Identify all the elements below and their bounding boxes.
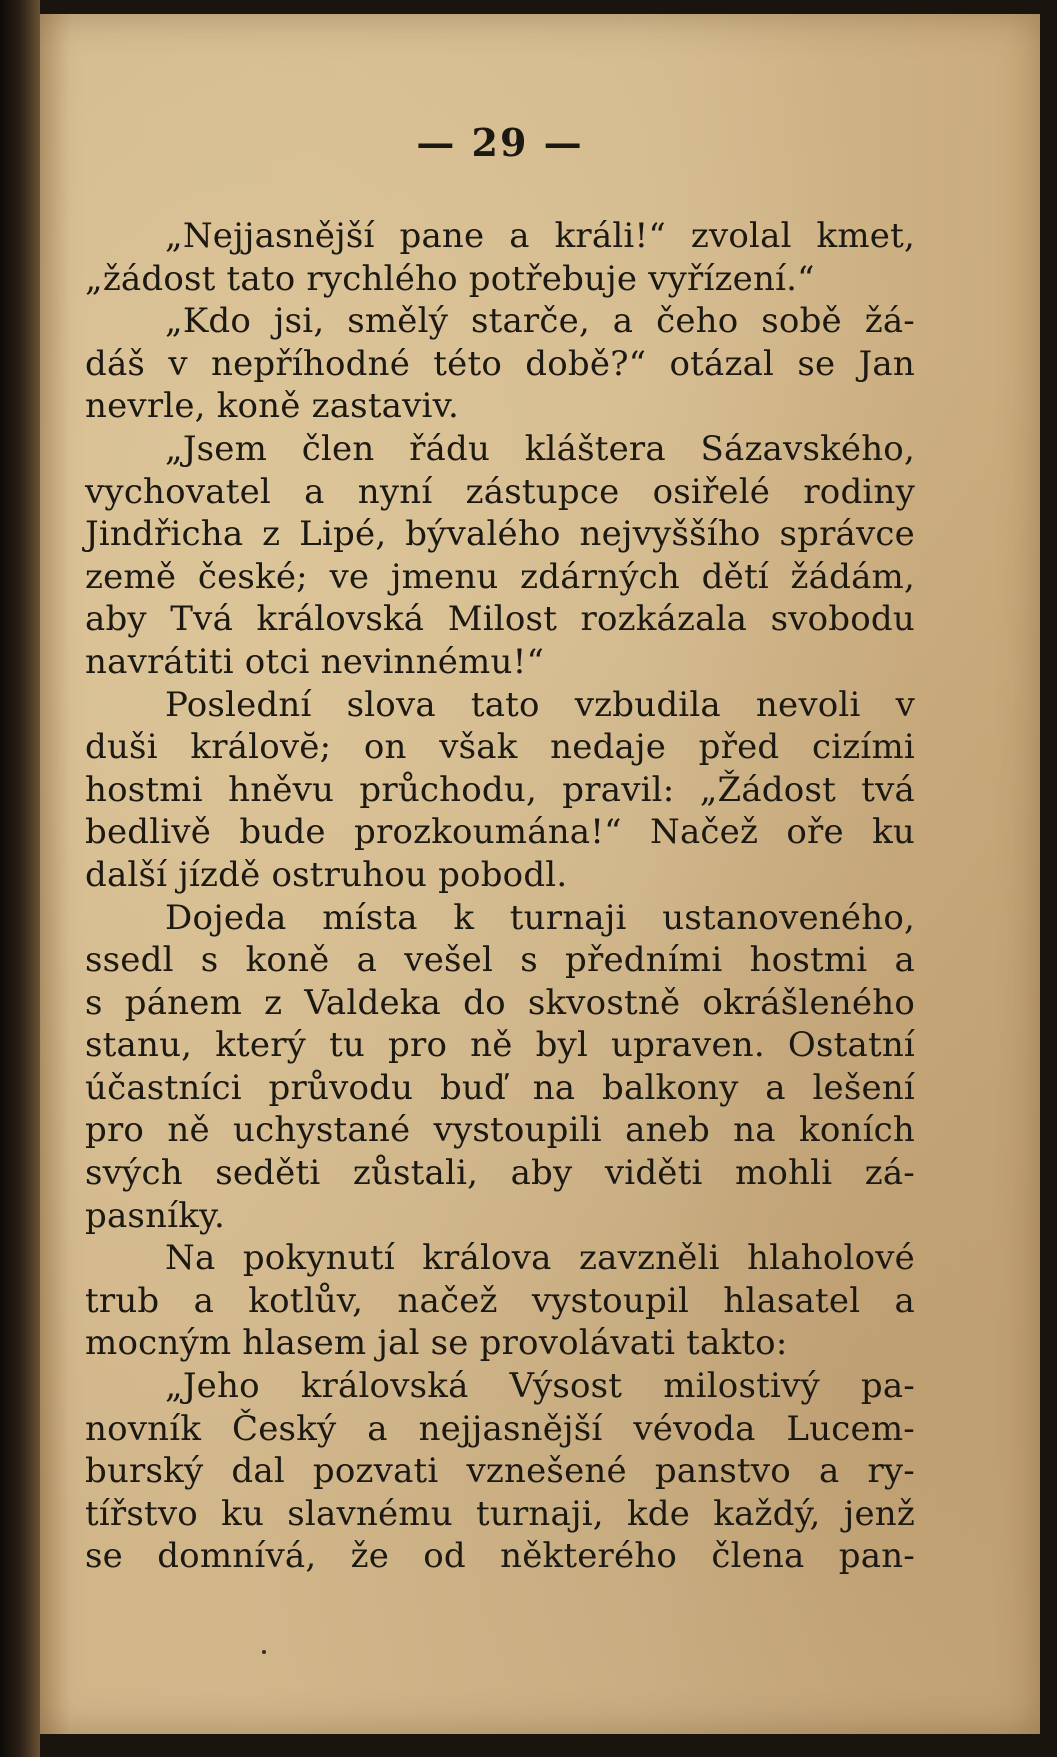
text-line: bedlivě bude prozkoumána!“ Načež oře ku	[85, 812, 915, 853]
text-line: dáš v nepříhodné této době?“ otázal se Jan	[85, 343, 915, 384]
text-line: burský dal pozvati vznešené panstvo a ry-	[85, 1451, 915, 1492]
text-line: se domnívá, že od některého člena pan-	[85, 1536, 915, 1577]
text-line: „Nejjasnější pane a králi!“ zvolal kmet,	[165, 216, 915, 256]
text-line: s pánem z Valdeka do skvostně okrášleného	[85, 982, 915, 1023]
text-line: účastníci průvodu buď na balkony a lešení	[85, 1067, 915, 1108]
text-line: mocným hlasem jal se provolávati takto:	[85, 1323, 788, 1364]
text-line: vychovatel a nyní zástupce osiřelé rodiny	[85, 471, 915, 512]
book-spine-edge	[0, 0, 40, 1757]
text-line: duši královĕ; on však nedaje před cizími	[85, 727, 915, 768]
text-line: tířstvo ku slavnému turnaji, kde každý, jenž	[85, 1493, 915, 1534]
text-line: Jindřicha z Lipé, bývalého nejvyššího správce	[85, 514, 915, 555]
text-line: „Kdo jsi, smělý starče, a čeho sobě žá-	[165, 301, 915, 342]
text-line: novník Český a nejjasnější vévoda Lucem-	[85, 1408, 915, 1449]
text-line: ssedl s koně a vešel s předními hostmi a	[85, 940, 915, 981]
text-line: aby Tvá královská Milost rozkázala svobodu	[85, 599, 915, 640]
body-text	[85, 215, 915, 1578]
text-line: Na pokynutí králova zavzněli hlaholové	[165, 1238, 915, 1279]
text-line: „žádost tato rychlého potřebuje vyřízení.“	[85, 258, 815, 299]
text-line: Dojeda místa k turnaji ustanoveného,	[165, 897, 915, 938]
text-line: trub a kotlův, načež vystoupil hlasatel a	[85, 1280, 915, 1321]
text-line: „Jsem člen řádu kláštera Sázavského,	[165, 428, 915, 469]
text-line: stanu, který tu pro ně byl upraven. Ostatní	[85, 1025, 915, 1066]
page-number: — 29 —	[416, 120, 584, 165]
ink-speck	[262, 1650, 266, 1654]
text-line: pro ně uchystané vystoupili aneb na koních	[85, 1110, 915, 1151]
text-line: další jízdě ostruhou pobodl.	[85, 854, 568, 895]
page-text-block	[85, 120, 915, 1578]
text-line: hostmi hněvu průchodu, pravil: „Žádost tvá	[85, 769, 915, 810]
text-line: nevrle, koně zastaviv.	[85, 386, 460, 427]
text-line: pasníky.	[85, 1195, 225, 1236]
text-line: svých seděti zůstali, aby viděti mohli zá-	[85, 1153, 915, 1194]
text-line: „Jeho královská Výsost milostivý pa-	[165, 1366, 915, 1407]
text-line: země české; ve jmenu zdárných dětí žádám,	[85, 556, 915, 597]
text-line: Poslední slova tato vzbudila nevoli v	[165, 684, 915, 725]
text-line: navrátiti otci nevinnému!“	[85, 641, 545, 682]
